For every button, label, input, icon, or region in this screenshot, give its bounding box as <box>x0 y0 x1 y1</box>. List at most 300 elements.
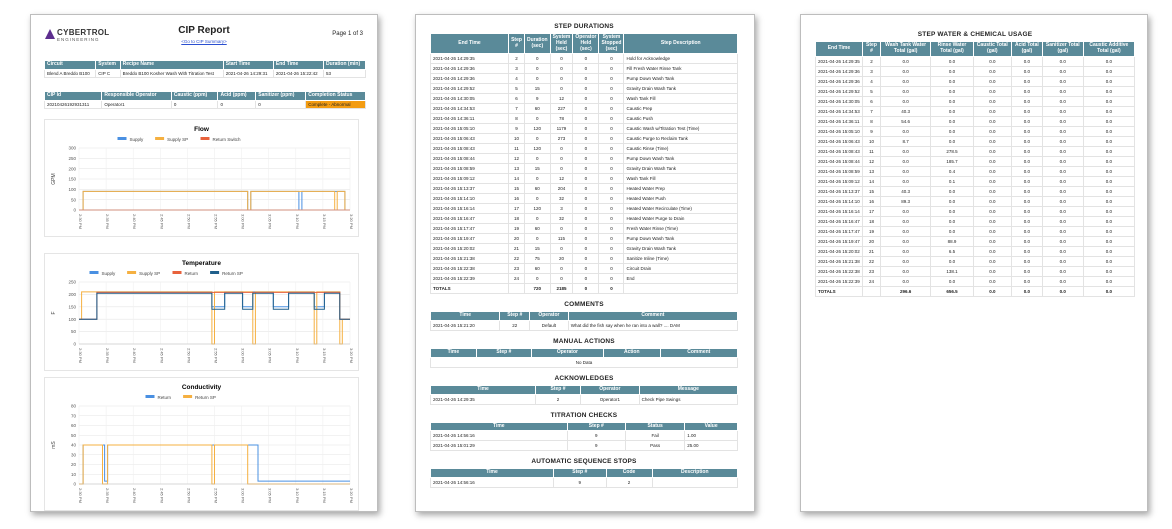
acknowledges-table <box>430 385 738 405</box>
table-row <box>431 264 738 274</box>
table-cell: 656.5 <box>931 286 974 296</box>
y-tick-label: 40 <box>70 442 76 448</box>
table-cell: 8.7 <box>881 136 931 146</box>
x-tick-label: 2:45 PM <box>159 348 165 363</box>
table-cell: 0.0 <box>931 126 974 136</box>
table-cell: 0.0 <box>881 206 931 216</box>
x-tick-label: 2:55 PM <box>213 348 219 363</box>
table-cell: 2021-04-26 14:34:53 <box>431 104 509 114</box>
table-cell: 0 <box>599 54 624 64</box>
table-cell: 2021-04-26 15:22:38 <box>431 264 509 274</box>
table-cell: 20 <box>862 236 880 246</box>
table-cell: 0.0 <box>973 206 1011 216</box>
table-cell: 2021-04-26 15:08:43 <box>431 144 509 154</box>
legend-label: Supply SP <box>167 137 189 142</box>
table-cell: 0.0 <box>1011 216 1042 226</box>
table-cell: 2021-04-26 15:06:43 <box>431 134 509 144</box>
table-cell: 0 <box>573 84 599 94</box>
column-header: Code <box>606 469 652 478</box>
legend-item[interactable] <box>183 395 216 400</box>
y-tick-label: 150 <box>68 304 76 310</box>
table-cell: 21 <box>862 246 880 256</box>
water-chemical-title: STEP WATER & CHEMICAL USAGE <box>917 31 1033 38</box>
x-tick-label: 2:40 PM <box>132 348 138 363</box>
table-cell: Operator1 <box>581 394 640 404</box>
table-cell: 0 <box>525 114 551 124</box>
legend-swatch <box>146 395 155 398</box>
table-row <box>816 276 1135 286</box>
table-cell: 20 <box>509 234 525 244</box>
table-cell: 0 <box>573 224 599 234</box>
table-cell: 7 <box>509 104 525 114</box>
table-cell: Pump Down Wash Tank <box>624 234 738 244</box>
table-cell: 2021-04-26 14:36:11 <box>816 116 863 126</box>
legend-swatch <box>118 137 127 140</box>
legend-item[interactable] <box>210 271 243 276</box>
table-cell: Wash Tank Fill <box>624 174 738 184</box>
table-cell: 0 <box>573 114 599 124</box>
table-row <box>431 84 738 94</box>
table-cell: 0.0 <box>973 96 1011 106</box>
table-cell: 0.0 <box>1042 116 1083 126</box>
column-header: Comment <box>660 349 737 358</box>
table-cell: 20 <box>550 254 573 264</box>
table-cell: 2021-04-26 15:14:10 <box>431 194 509 204</box>
table-cell: 0 <box>550 154 573 164</box>
table-cell: 120 <box>525 204 551 214</box>
column-header: End Time <box>273 61 323 70</box>
table-cell: 0.0 <box>1083 166 1134 176</box>
table-cell: Hold for Acknowledge <box>624 54 738 64</box>
table-cell: 2021-04-26 15:17:47 <box>816 226 863 236</box>
table-cell: 0.0 <box>1042 256 1083 266</box>
table-cell: 2021-04-26 15:19:47 <box>816 236 863 246</box>
table-cell: 0 <box>573 274 599 284</box>
column-header: Operator Held (sec) <box>573 34 599 54</box>
table-cell: 2021-04-26 15:05:10 <box>431 124 509 134</box>
x-tick-label: 2:45 PM <box>159 214 165 229</box>
table-cell: 10 <box>509 134 525 144</box>
table-cell: 22 <box>500 321 530 331</box>
table-cell: 0 <box>550 264 573 274</box>
table-cell: 0 <box>525 54 551 64</box>
table-cell: 0.0 <box>1042 246 1083 256</box>
step-durations-table <box>430 33 738 294</box>
table-cell: 2021-04-26 15:08:43 <box>816 146 863 156</box>
table-cell: 15 <box>862 186 880 196</box>
table-cell: Pump Down Wash Tank <box>624 74 738 84</box>
table-row <box>431 144 738 154</box>
table-cell: 24 <box>509 274 525 284</box>
legend-item[interactable] <box>146 395 172 400</box>
table-cell: 0.0 <box>1011 146 1042 156</box>
table-cell: 60 <box>525 264 551 274</box>
table-cell: 0 <box>573 244 599 254</box>
table-row <box>816 176 1135 186</box>
table-cell: 0.0 <box>931 106 974 116</box>
legend-item[interactable] <box>201 137 242 142</box>
table-cell: 6.5 <box>931 246 974 256</box>
column-header: Step # <box>553 469 606 478</box>
x-tick-label: 3:00 PM <box>240 348 246 363</box>
column-header: End Time <box>431 34 509 54</box>
table-cell: 2021-04-26 15:01:29 <box>431 441 568 451</box>
table-cell: 0.0 <box>1011 96 1042 106</box>
table-cell: 2021-04-26 14:30:05 <box>816 96 863 106</box>
table-cell: 0.0 <box>1042 186 1083 196</box>
table-cell: 0.0 <box>1011 206 1042 216</box>
table-cell: 2021-04-26 15:20:02 <box>816 246 863 256</box>
table-cell: 0.0 <box>881 96 931 106</box>
table-cell: 2021-04-26 14:29:31 <box>223 69 273 77</box>
legend-swatch <box>155 137 164 140</box>
column-header: System Stopped (sec) <box>599 34 624 54</box>
table-cell: 2021-04-26 15:20:02 <box>431 244 509 254</box>
table-row <box>431 224 738 234</box>
table-cell: 2021-04-26 15:22:38 <box>816 266 863 276</box>
table-cell: Caustic Prep <box>624 104 738 114</box>
table-cell: Fresh Water Rinse (Time) <box>624 224 738 234</box>
table-row <box>431 164 738 174</box>
legend-label: Return SP <box>222 271 243 276</box>
table-cell: 4 <box>509 74 525 84</box>
acknowledges-title: ACKNOWLEDGES <box>554 374 614 382</box>
table-cell: 0.0 <box>973 146 1011 156</box>
table-cell: 0.0 <box>1042 86 1083 96</box>
table-cell: 0.0 <box>931 56 974 66</box>
column-header: Sanitizer (ppm) <box>256 92 306 101</box>
table-row <box>816 206 1135 216</box>
no-data-cell: No Data <box>431 357 738 367</box>
x-tick-label: 2:30 PM <box>78 348 83 363</box>
table-cell: 0.0 <box>881 126 931 136</box>
table-cell: 0.0 <box>973 86 1011 96</box>
table-cell: 0 <box>550 244 573 254</box>
table-cell: 0.0 <box>1042 176 1083 186</box>
x-tick-label: 3:05 PM <box>267 214 273 229</box>
table-cell: 78 <box>550 114 573 124</box>
table-cell: 40.3 <box>881 106 931 116</box>
table-cell: 0.0 <box>931 206 974 216</box>
column-header: End Time <box>816 42 863 57</box>
table-cell: 0.0 <box>973 56 1011 66</box>
table-cell: 0 <box>599 214 624 224</box>
table-cell: 5 <box>509 84 525 94</box>
table-cell: 0 <box>550 74 573 84</box>
titration-checks-table <box>430 422 738 452</box>
table-cell: 0.0 <box>1083 56 1134 66</box>
table-cell: 2021-04-26 15:21:38 <box>431 254 509 264</box>
table-cell: 0.0 <box>1083 256 1134 266</box>
table-cell: 2021-04-26 15:05:10 <box>816 126 863 136</box>
table-cell: 0.0 <box>1083 96 1134 106</box>
column-header: Time <box>431 349 477 358</box>
table-cell: 0.0 <box>973 256 1011 266</box>
table-cell: 0.0 <box>1011 196 1042 206</box>
table-cell: 0.0 <box>881 266 931 276</box>
table-cell: 2021-04-26 15:22:39 <box>816 276 863 286</box>
table-cell: 2021-04-26 14:56:16 <box>431 478 554 488</box>
table-row <box>431 214 738 224</box>
table-cell: 296.6 <box>881 286 931 296</box>
table-cell: 0.0 <box>1083 206 1134 216</box>
x-tick-label: 2:55 PM <box>213 214 219 229</box>
table-cell: 53 <box>323 69 365 77</box>
table-cell: 0 <box>218 100 256 108</box>
table-cell: 2021-04-26 15:06:43 <box>816 136 863 146</box>
x-tick-label: 2:30 PM <box>78 488 83 503</box>
table-row <box>431 274 738 284</box>
x-tick-label: 3:15 PM <box>321 348 327 363</box>
table-cell: 9 <box>567 431 625 441</box>
table-cell: 32 <box>550 194 573 204</box>
table-cell: 0.0 <box>973 196 1011 206</box>
table-cell: 2 <box>606 478 652 488</box>
y-tick-label: 0 <box>73 341 76 347</box>
y-tick-label: 100 <box>68 316 76 322</box>
totals-row <box>431 284 738 294</box>
table-cell: 0 <box>599 134 624 144</box>
table-row <box>816 116 1135 126</box>
table-cell: 0.0 <box>1083 146 1134 156</box>
table-cell: 17 <box>509 204 525 214</box>
table-cell: Caustic Push <box>624 114 738 124</box>
table-cell: 0.0 <box>973 136 1011 146</box>
table-cell: 0.0 <box>881 256 931 266</box>
x-tick-label: 3:05 PM <box>267 348 273 363</box>
table-cell: 12 <box>862 156 880 166</box>
table-row <box>816 86 1135 96</box>
legend-item[interactable] <box>90 271 117 276</box>
column-header: Step # <box>509 34 525 54</box>
table-cell: 2021-04-26 15:21:20 <box>431 321 500 331</box>
table-cell: 0.0 <box>1042 196 1083 206</box>
table-cell: 18 <box>509 214 525 224</box>
y-tick-label: 200 <box>68 292 76 297</box>
table-cell: 0.0 <box>881 56 931 66</box>
table-row <box>431 134 738 144</box>
chart-title: Flow <box>194 126 209 133</box>
logo-subtitle: ENGINEERING <box>57 37 100 42</box>
table-cell: 7 <box>862 106 880 116</box>
x-tick-label: 3:05 PM <box>267 488 273 503</box>
table-cell: 0.0 <box>1011 246 1042 256</box>
table-cell: 0.0 <box>1083 236 1134 246</box>
table-cell: 0 <box>525 134 551 144</box>
table-cell: 22 <box>509 254 525 264</box>
table-cell: 0 <box>599 274 624 284</box>
column-header: Completion Status <box>306 92 366 101</box>
table-cell: 0.0 <box>1083 76 1134 86</box>
table-row <box>816 136 1135 146</box>
legend-item[interactable] <box>118 137 145 142</box>
table-cell: 2021-04-26 15:08:44 <box>816 156 863 166</box>
table-cell: Gravity Drain Wash Tank <box>624 84 738 94</box>
table-cell: 0 <box>599 64 624 74</box>
table-row <box>816 186 1135 196</box>
table-cell: 0 <box>525 74 551 84</box>
table-cell: 0.0 <box>1083 286 1134 296</box>
table-cell: 120 <box>525 144 551 154</box>
table-cell: 17 <box>862 206 880 216</box>
y-tick-label: 100 <box>68 186 76 192</box>
table-cell: 2021-04-26 15:09:12 <box>431 174 509 184</box>
table-cell: 0 <box>525 64 551 74</box>
table-cell: 23 <box>509 264 525 274</box>
table-cell: 0 <box>573 174 599 184</box>
table-row <box>816 166 1135 176</box>
table-cell: 0.0 <box>931 216 974 226</box>
table-cell: 0.0 <box>1042 96 1083 106</box>
table-cell: 0.0 <box>973 236 1011 246</box>
chart-title: Temperature <box>182 260 221 267</box>
table-cell: 0.0 <box>1011 56 1042 66</box>
totals-row <box>816 286 1135 296</box>
report-page-2 <box>415 14 755 512</box>
legend-item[interactable] <box>127 271 160 276</box>
x-tick-label: 3:20 PM <box>349 214 354 229</box>
table-cell: 0.0 <box>931 76 974 86</box>
table-cell: 0 <box>171 100 218 108</box>
table-cell: 0.0 <box>1083 216 1134 226</box>
table-cell: 2021-04-26 14:29:36 <box>431 64 509 74</box>
x-tick-label: 2:50 PM <box>186 488 192 503</box>
table-cell: Gravity Drain Wash Tank <box>624 164 738 174</box>
table-row <box>431 154 738 164</box>
table-cell: 60 <box>525 224 551 234</box>
table-cell: 0 <box>573 164 599 174</box>
table-cell: 2021-04-26 15:13:37 <box>431 184 509 194</box>
table-cell: 2021-04-26 15:13:37 <box>816 186 863 196</box>
legend-item[interactable] <box>155 137 188 142</box>
legend-swatch <box>210 271 219 274</box>
table-cell: 60 <box>525 104 551 114</box>
y-axis-label: GPM <box>51 173 57 185</box>
column-header: Message <box>639 385 737 394</box>
table-cell: 0 <box>525 234 551 244</box>
table-cell: 0.0 <box>931 116 974 126</box>
table-cell: 0.0 <box>973 66 1011 76</box>
table-cell: 2021-04-26 14:30:05 <box>431 94 509 104</box>
table-cell: 0 <box>550 54 573 64</box>
cip-header-table-1 <box>44 60 366 78</box>
table-cell <box>862 286 880 296</box>
cip-summary-link[interactable]: <Go to CIP Summary> <box>181 39 227 44</box>
x-tick-label: 3:15 PM <box>321 214 327 229</box>
x-tick-label: 2:50 PM <box>186 348 192 363</box>
table-row <box>816 126 1135 136</box>
table-row <box>816 246 1135 256</box>
table-cell: Wash Tank Fill <box>624 94 738 104</box>
table-cell: 3 <box>862 66 880 76</box>
column-header: System <box>96 61 120 70</box>
table-cell: 0 <box>599 144 624 154</box>
table-cell: 0.0 <box>973 246 1011 256</box>
table-cell: 9 <box>862 126 880 136</box>
table-cell: 0.0 <box>931 226 974 236</box>
table-cell: 0.0 <box>1042 56 1083 66</box>
x-tick-label: 2:40 PM <box>132 214 138 229</box>
column-header: Step # <box>536 385 581 394</box>
table-row <box>431 204 738 214</box>
table-cell: Fill Fresh Water Rinse Tank <box>624 64 738 74</box>
table-cell: 0.0 <box>1083 196 1134 206</box>
logo-name: CYBERTROL <box>57 28 110 37</box>
table-row <box>816 156 1135 166</box>
table-cell: 16 <box>509 194 525 204</box>
column-header: System Held (sec) <box>550 34 573 54</box>
table-cell: 0.0 <box>1042 276 1083 286</box>
table-cell: 2 <box>509 54 525 64</box>
table-cell: 0.0 <box>1042 136 1083 146</box>
table-cell: 0.0 <box>931 136 974 146</box>
table-cell: 0 <box>599 174 624 184</box>
table-cell: 0.0 <box>881 66 931 76</box>
y-tick-label: 30 <box>70 452 76 458</box>
auto-sequence-stops-title: AUTOMATIC SEQUENCE STOPS <box>531 458 637 466</box>
table-cell: 0.0 <box>1042 236 1083 246</box>
table-cell: 720 <box>525 284 551 294</box>
table-cell: 2021-04-26 14:29:35 <box>816 56 863 66</box>
table-cell: Pass <box>626 441 685 451</box>
column-header: Operator <box>581 385 640 394</box>
table-cell: 0.0 <box>973 106 1011 116</box>
legend-item[interactable] <box>173 271 199 276</box>
table-cell: 115 <box>550 234 573 244</box>
y-axis-label: mS <box>51 441 57 449</box>
table-cell: Gravity Drain Wash Tank <box>624 244 738 254</box>
table-cell: 0 <box>599 224 624 234</box>
table-cell: 0 <box>599 284 624 294</box>
legend-swatch <box>127 271 136 274</box>
table-cell: 2021-04-26 14:56:16 <box>431 431 568 441</box>
table-cell: 0.0 <box>1042 166 1083 176</box>
column-header: Description <box>652 469 737 478</box>
table-cell: 2 <box>862 56 880 66</box>
table-cell: 0.0 <box>1042 216 1083 226</box>
table-cell: Heated Water Purge to Drain <box>624 214 738 224</box>
table-cell: 0.0 <box>881 236 931 246</box>
table-cell: 9 <box>567 441 625 451</box>
table-cell: 9 <box>553 478 606 488</box>
table-cell: 0.0 <box>881 156 931 166</box>
table-cell: 19 <box>509 224 525 234</box>
table-cell: 11 <box>862 146 880 156</box>
table-cell: 6 <box>862 96 880 106</box>
table-cell: 3 <box>550 204 573 214</box>
table-cell: 15 <box>525 244 551 254</box>
table-cell: 0.0 <box>931 196 974 206</box>
legend-label: Return <box>157 395 172 400</box>
x-tick-label: 3:10 PM <box>294 214 300 229</box>
table-cell: 0.4 <box>931 166 974 176</box>
y-tick-label: 60 <box>70 423 76 429</box>
table-cell: 0.0 <box>1011 256 1042 266</box>
table-cell: 60 <box>525 184 551 194</box>
table-cell: 0 <box>550 164 573 174</box>
legend-swatch <box>183 395 192 398</box>
table-cell: 0.0 <box>1083 106 1134 116</box>
table-row <box>431 104 738 114</box>
table-cell: 0.0 <box>1083 176 1134 186</box>
table-cell: 2021-04-26 14:29:36 <box>816 76 863 86</box>
table-cell: 0 <box>599 114 624 124</box>
column-header: Time <box>431 385 536 394</box>
table-cell: 2021-04-26 15:16:47 <box>431 214 509 224</box>
table-cell: 88.9 <box>931 236 974 246</box>
table-cell: 0 <box>599 194 624 204</box>
table-cell: 0 <box>599 264 624 274</box>
